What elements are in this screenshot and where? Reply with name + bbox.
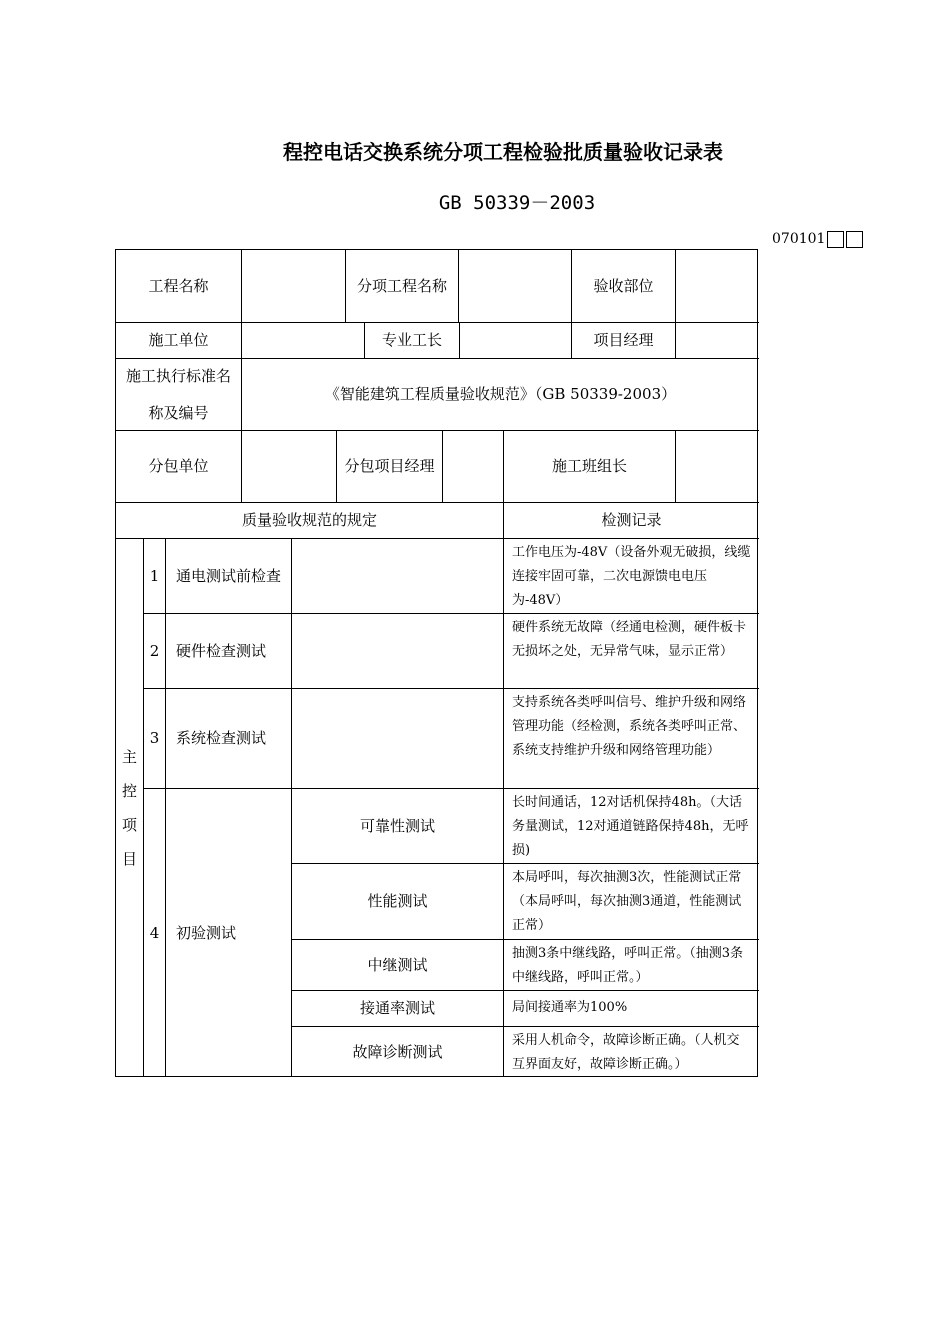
team-leader-label: 施工班组长 <box>504 431 676 503</box>
item-2-number: 2 <box>144 614 166 689</box>
standard-label: 施工执行标准名称及编号 <box>116 359 242 431</box>
item-4-number: 4 <box>144 789 166 1077</box>
item-4-name: 初验测试 <box>166 789 292 1077</box>
subitem-performance-name: 性能测试 <box>292 864 504 940</box>
item-2-name: 硬件检查测试 <box>166 614 292 689</box>
subcontract-manager-value[interactable] <box>443 431 504 503</box>
form-title: 程控电话交换系统分项工程检验批质量验收记录表 <box>283 140 723 164</box>
item-1-record: 工作电压为-48V（设备外观无破损，线缆连接牢固可靠，二次电源馈电电压为-48V） <box>504 539 759 614</box>
subcontract-manager-label: 分包项目经理 <box>337 431 443 503</box>
form-code-box-1[interactable] <box>827 231 844 248</box>
project-manager-value[interactable] <box>676 323 759 359</box>
item-2-spec[interactable] <box>292 614 504 689</box>
form-code-text: 070101 <box>772 231 826 247</box>
subitem-reliability-name: 可靠性测试 <box>292 789 504 864</box>
acceptance-part-label: 验收部位 <box>572 250 676 323</box>
foreman-label: 专业工长 <box>365 323 460 359</box>
main-control-group-label: 主控项目 <box>116 539 144 1077</box>
item-3-number: 3 <box>144 689 166 789</box>
spec-column-header: 质量验收规范的规定 <box>116 503 504 539</box>
item-3-name: 系统检查测试 <box>166 689 292 789</box>
subitem-connection-rate-record: 局间接通率为100% <box>504 991 759 1027</box>
subitem-fault-diagnosis-record: 采用人机命令，故障诊断正确。（人机交互界面友好，故障诊断正确。） <box>512 1033 740 1072</box>
acceptance-part-value[interactable] <box>676 250 759 323</box>
item-3-spec[interactable] <box>292 689 504 789</box>
construction-unit-label: 施工单位 <box>116 323 242 359</box>
standard-code: GB 50339－2003 <box>438 192 596 214</box>
subitem-reliability-record: 长时间通话，12对话机保持48h。（大话务量测试，12对通道链路保持48h，无呼损) <box>504 789 759 864</box>
form-code-box-2[interactable] <box>846 231 863 248</box>
record-column-header: 检测记录 <box>504 503 759 539</box>
subcontractor-value[interactable] <box>242 431 337 503</box>
subitem-trunk-record: 抽测3条中继线路，呼叫正常。（抽测3条中继线路，呼叫正常。） <box>504 940 759 991</box>
subcontractor-label: 分包单位 <box>116 431 242 503</box>
foreman-value[interactable] <box>460 323 572 359</box>
standard-value: 《智能建筑工程质量验收规范》（GB 50339-2003） <box>242 359 759 431</box>
item-3-record: 支持系统各类呼叫信号、维护升级和网络管理功能（经检测，系统各类呼叫正常、系统支持维护升级和网络管理功能） <box>504 689 759 789</box>
item-1-name: 通电测试前检查 <box>166 539 292 614</box>
project-name-label: 工程名称 <box>116 250 242 323</box>
item-1-spec[interactable] <box>292 539 504 614</box>
construction-unit-value[interactable] <box>242 323 365 359</box>
subitem-trunk-name: 中继测试 <box>292 940 504 991</box>
project-manager-label: 项目经理 <box>572 323 676 359</box>
subitem-connection-rate-name: 接通率测试 <box>292 991 504 1027</box>
subitem-fault-diagnosis-name: 故障诊断测试 <box>292 1027 504 1077</box>
subproject-name-value[interactable] <box>459 250 572 323</box>
subproject-name-label: 分项工程名称 <box>346 250 459 323</box>
form-number <box>772 230 863 248</box>
inspection-table <box>115 249 758 1077</box>
team-leader-value[interactable] <box>676 431 759 503</box>
project-name-value[interactable] <box>242 250 346 323</box>
item-1-number: 1 <box>144 539 166 614</box>
subitem-performance-record: 本局呼叫，每次抽测3次，性能测试正常（本局呼叫，每次抽测3通道，性能测试正常） <box>504 864 759 940</box>
item-2-record: 硬件系统无故障（经通电检测，硬件板卡无损坏之处，无异常气味，显示正常） <box>504 614 759 689</box>
